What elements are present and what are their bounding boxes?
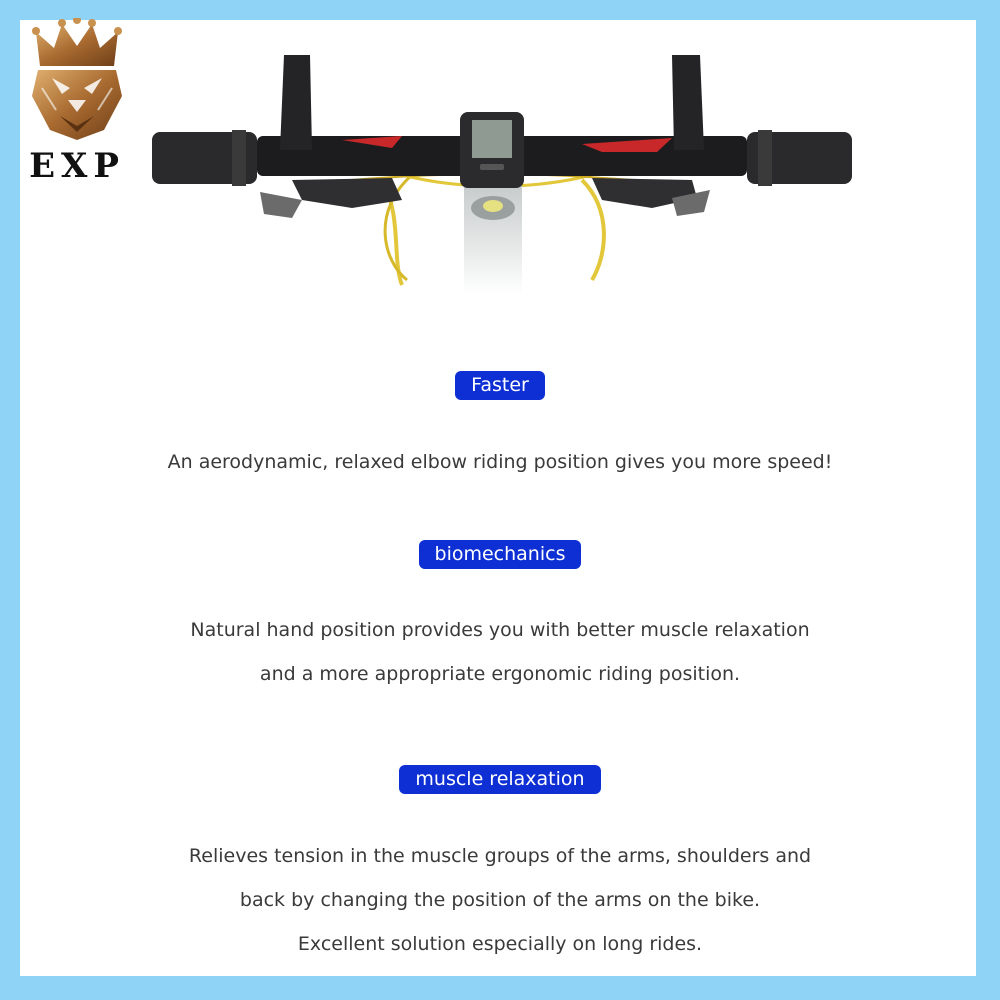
lion-crown-icon <box>22 18 132 143</box>
feature-faster <box>0 371 1000 400</box>
feature-muscle-relaxation-desc <box>0 834 1000 966</box>
feature-biomechanics-desc <box>0 608 1000 696</box>
feature-muscle-relaxation <box>0 765 1000 794</box>
feature-faster-line-1: An aerodynamic, relaxed elbow riding position gives you more speed! <box>167 451 833 473</box>
feature-muscle-relaxation-line-2: back by changing the position of the arms on the bike. <box>239 889 761 911</box>
feature-biomechanics-line-1: Natural hand position provides you with better muscle relaxation <box>190 619 810 641</box>
brand-logo-text: EXP <box>29 146 125 186</box>
feature-biomechanics <box>0 540 1000 569</box>
feature-faster-desc <box>0 440 1000 484</box>
bike-handlebar-image <box>152 40 852 295</box>
feature-muscle-relaxation-line-1: Relieves tension in the muscle groups of the arms, shoulders and <box>188 845 812 867</box>
feature-title-biomechanics: biomechanics <box>419 540 582 569</box>
feature-title-muscle-relaxation: muscle relaxation <box>399 765 600 794</box>
brand-logo <box>22 18 132 188</box>
feature-biomechanics-line-2: and a more appropriate ergonomic riding position. <box>259 663 741 685</box>
feature-title-faster: Faster <box>455 371 545 400</box>
feature-muscle-relaxation-line-3: Excellent solution especially on long rides. <box>297 933 703 955</box>
